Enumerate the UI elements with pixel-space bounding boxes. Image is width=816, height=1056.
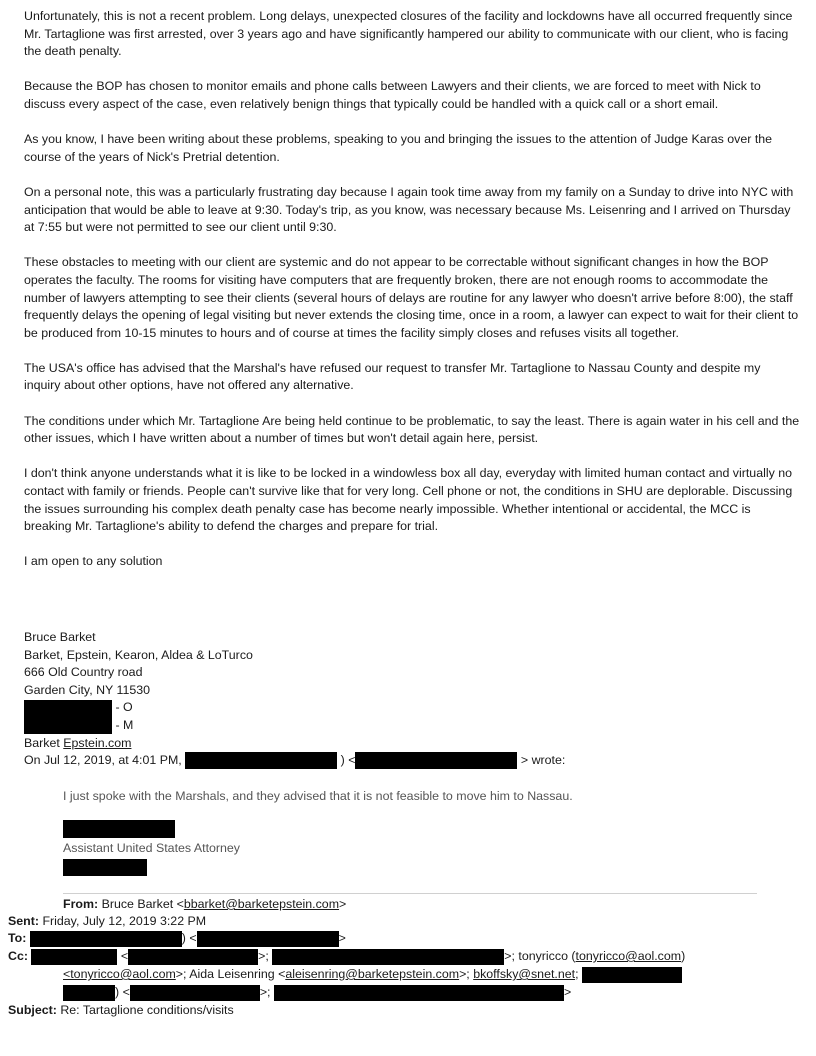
email-link[interactable]: bbarket@barketepstein.com [183,897,340,911]
header-subject: Subject: Re: Tartaglione conditions/visits [8,1003,234,1017]
signature-web: Barket Epstein.com [24,735,132,750]
email-link[interactable]: <tonyricco@aol.com [63,967,176,981]
signature-street: 666 Old Country road [24,665,143,680]
redaction [63,859,147,876]
signature-firm: Barket, Epstein, Kearon, Aldea & LoTurco [24,647,253,662]
signature-office-phone: - O [24,699,565,717]
signature-city: Garden City, NY 11530 [24,682,151,697]
email-body [24,8,800,589]
redaction [31,949,117,965]
email-link[interactable]: tonyricco@aol.com [575,949,682,963]
header-cc-line2: <tonyricco@aol.com>; Aida Leisenring <aleisenring@barketepstein.com>; bkoffsky@snet.net; [63,966,682,983]
paragraph-7: The conditions under which Mr. Tartaglione Are being held continue to be problematic, to say the least. There is again water in his cell and the other issues, which I have written about a number of times but won't detail again here, persist. [24,413,800,446]
header-sent: Sent: Friday, July 12, 2019 3:22 PM [8,914,207,928]
paragraph-4: On a personal note, this was a particularly frustrating day because I again took time away from my family on a Sunday to drive into NYC with anticipation that would be able to leave at 9:30. Today's trip, as you know, was necessary because Ms. Leisenring and I arrived on Thursday at 7:55 but were not permitted to see our client until 9:30. [24,184,794,235]
redaction [128,949,258,965]
header-from: From: Bruce Barket <bbarket@barketepstein.com> [63,897,347,911]
paragraph-2: Because the BOP has chosen to monitor emails and phone calls between Lawyers and their clients, we are forced to meet with Nick to discuss every aspect of the case, even relatively benign things that typically could be handled with a quick call or a short email. [24,79,761,111]
email-link[interactable]: bkoffsky@snet.net [473,967,576,981]
quoted-message [63,788,573,876]
redaction [355,752,517,769]
paragraph-3: As you know, I have been writing about these problems, speaking to you and bringing the issues to the attention of Judge Karas over the course of the years of Nick's Pretrial detention. [24,132,773,164]
website-link[interactable]: Epstein.com [63,735,132,750]
signature-name: Bruce Barket [24,630,96,644]
redaction [185,752,337,769]
redaction [274,985,564,1001]
header-to: To: ) < > [8,931,346,945]
redaction [63,820,175,838]
paragraph-5: These obstacles to meeting with our client are systemic and do not appear to be correctable without significant changes in how the BOP operates the faculty. The rooms for visiting have computers that are frequently broken, there are not enough rooms to accommodate the number of lawyers attempting to see their clients (several hours of delays are routine for any lawyer who doesn't arrive before 8:00), the staff frequently delays the opening of legal visiting but never extends the closing time, once in a room, a lawyer can expect to wait for their client to be produced from 10-15 minutes to hours and of course at times the facility simply closes and refuses visits all together. [24,255,799,340]
signature-block [24,629,565,770]
reply-attribution: On Jul 12, 2019, at 4:01 PM, ) < > wrote: [24,752,565,770]
redaction [30,931,182,947]
paragraph-8: I don't think anyone understands what it is like to be locked in a windowless box all day, everyday with limited human contact and virtually no contact with family or friends. People can't survive like that for very long. Cell phone or not, the conditions in SHU are deplorable. Discussing the issues surrounding his complex death penalty case has become nearly impossible. Whether intentional or accidental, the MCC is breaking Mr. Tartaglione's ability to defend the charges and prepare for trial. [24,466,793,534]
redaction [24,700,112,717]
paragraph-6: The USA's office has advised that the Marshal's have refused our request to transfer Mr. Tartaglione to Nassau County and despite my inquiry about other options, have not offered any alternative. [24,360,761,393]
signature-mobile-phone: - M [24,717,565,735]
redaction [24,717,112,734]
redaction [197,931,339,947]
quoted-text: I just spoke with the Marshals, and they advised that it is not feasible to move him to Nassau. [63,789,573,803]
sender-title: Assistant United States Attorney [63,840,241,855]
paragraph-1: Unfortunately, this is not a recent problem. Long delays, unexpected closures of the facility and lockdowns have all occurred frequently since Mr. Tartaglione was first arrested, over 3 years ago and have significantly hampered our ability to communicate with our client, who is facing the death penalty. [24,9,793,59]
email-link[interactable]: aleisenring@barketepstein.com [285,967,460,981]
paragraph-9: I am open to any solution [24,554,163,569]
divider [63,893,757,894]
header-cc: Cc: < >; >; tonyricco (tonyricco@aol.com) [8,949,686,963]
redaction [582,967,682,983]
redaction [130,985,260,1001]
redaction [272,949,504,965]
redaction [63,985,115,1001]
header-cc-line3: ) < >; > [63,984,571,1001]
